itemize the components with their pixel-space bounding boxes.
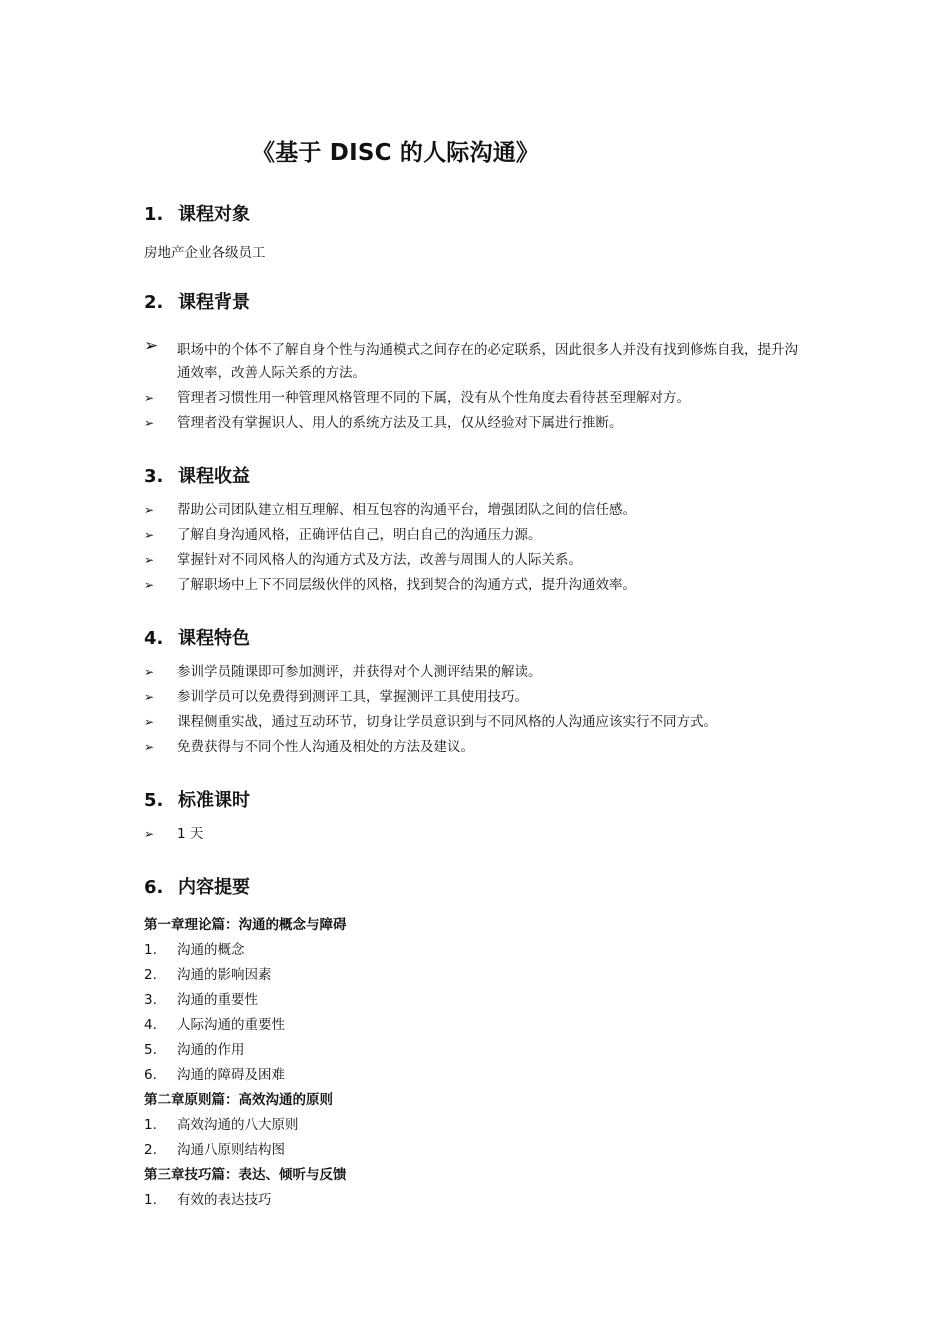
bullet-arrow-icon: ➢: [144, 715, 155, 729]
section-number: 2.: [144, 292, 164, 313]
section-number: 1.: [144, 204, 164, 225]
section-number: 3.: [144, 466, 164, 487]
audience-text: 房地产企业各级员工: [144, 245, 266, 261]
bullet-arrow-icon: ➢: [144, 740, 155, 754]
section-heading-3: [144, 462, 250, 488]
numbered-item: 1. 沟通的概念: [144, 942, 245, 958]
list-item: ➢ 参训学员随课即可参加测评，并获得对个人测评结果的解读。: [144, 661, 804, 684]
bullet-arrow-icon: ➢: [144, 391, 155, 405]
chapter-title: 第二章原则篇：高效沟通的原则: [144, 1092, 333, 1108]
section-number: 4.: [144, 628, 164, 649]
document-title: 《基于 DISC 的人际沟通》: [252, 140, 540, 166]
bullet-arrow-icon: ➢: [144, 827, 155, 841]
numbered-item: 3. 沟通的重要性: [144, 992, 258, 1008]
numbered-item: 2. 沟通的影响因素: [144, 967, 272, 983]
section-heading-2: [144, 288, 250, 314]
section-heading-4: [144, 624, 250, 650]
list-item: ➢ 了解自身沟通风格，正确评估自己，明白自己的沟通压力源。: [144, 524, 804, 547]
chapter-title: 第三章技巧篇：表达、倾听与反馈: [144, 1167, 347, 1183]
bullet-arrow-icon: ➢: [144, 578, 155, 592]
chapter-title: 第一章理论篇：沟通的概念与障碍: [144, 917, 347, 933]
list-item: ➢ 1 天: [144, 823, 804, 846]
bullet-arrow-icon: ➢: [144, 690, 155, 704]
section-title: 标准课时: [178, 790, 250, 811]
section-number: 5.: [144, 790, 164, 811]
list-item: ➢ 参训学员可以免费得到测评工具，掌握测评工具使用技巧。: [144, 686, 804, 709]
numbered-item: 5. 沟通的作用: [144, 1042, 245, 1058]
numbered-item: 1. 高效沟通的八大原则: [144, 1117, 299, 1133]
bullet-arrow-icon: ➢: [144, 553, 155, 567]
list-item: ➢ 了解职场中上下不同层级伙伴的风格，找到契合的沟通方式，提升沟通效率。: [144, 574, 804, 597]
section-title: 课程背景: [178, 292, 250, 313]
list-item: ➢ 免费获得与不同个性人沟通及相处的方法及建议。: [144, 736, 804, 759]
section-heading-5: [144, 786, 250, 812]
list-item: ➢ 职场中的个体不了解自身个性与沟通模式之间存在的必定联系，因此很多人并没有找到修炼自我，提升沟通效率，改善人际关系的方法。: [144, 336, 798, 381]
section-title: 课程对象: [178, 204, 250, 225]
list-item: ➢ 帮助公司团队建立相互理解、相互包容的沟通平台，增强团队之间的信任感。: [144, 499, 804, 522]
bullet-arrow-icon: ➢: [144, 665, 155, 679]
section-title: 课程收益: [178, 466, 250, 487]
list-item: ➢ 管理者习惯性用一种管理风格管理不同的下属，没有从个性角度去看待甚至理解对方。: [144, 387, 804, 410]
list-item: ➢ 管理者没有掌握识人、用人的系统方法及工具，仅从经验对下属进行推断。: [144, 412, 804, 435]
section-title: 内容提要: [178, 877, 250, 898]
list-item: ➢ 掌握针对不同风格人的沟通方式及方法，改善与周围人的人际关系。: [144, 549, 804, 572]
section-title: 课程特色: [178, 628, 250, 649]
bullet-arrow-icon: ➢: [144, 503, 155, 517]
numbered-item: 4. 人际沟通的重要性: [144, 1017, 285, 1033]
section-heading-1: [144, 200, 250, 226]
numbered-item: 6. 沟通的障碍及困难: [144, 1067, 285, 1083]
bullet-arrow-icon: ➢: [144, 528, 155, 542]
list-item: ➢ 课程侧重实战，通过互动环节，切身让学员意识到与不同风格的人沟通应该实行不同方式。: [144, 711, 804, 734]
bullet-arrow-icon: ➢: [144, 416, 155, 430]
numbered-item: 2. 沟通八原则结构图: [144, 1142, 285, 1158]
bullet-arrow-icon: ➢: [144, 336, 159, 356]
section-heading-6: [144, 873, 250, 899]
section-number: 6.: [144, 877, 164, 898]
numbered-item: 1. 有效的表达技巧: [144, 1192, 272, 1208]
